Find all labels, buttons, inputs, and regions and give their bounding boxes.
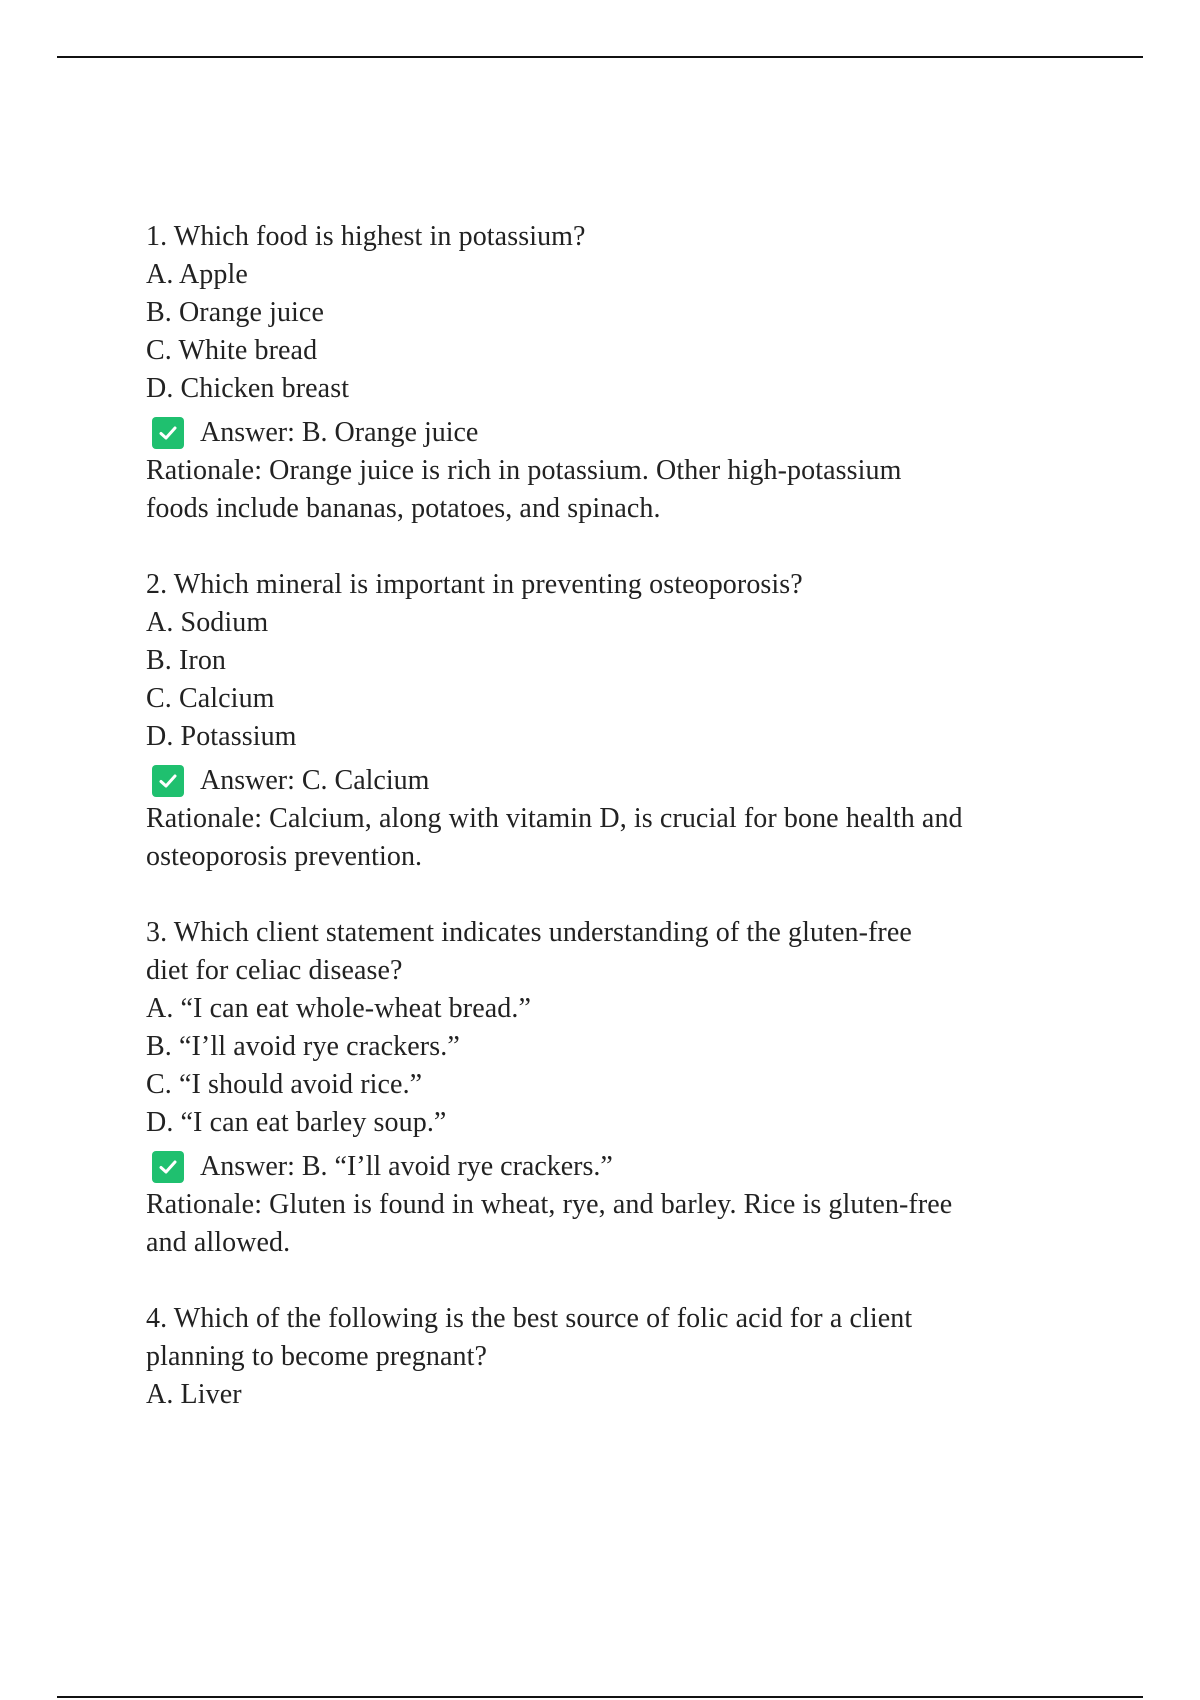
option-a: A. Apple xyxy=(146,259,248,290)
option-a: A. “I can eat whole-wheat bread.” xyxy=(146,993,531,1024)
question-4 xyxy=(146,1300,1106,1414)
answer-row xyxy=(146,1148,1106,1186)
answer-text: Answer: B. “I’ll avoid rye crackers.” xyxy=(200,1151,613,1182)
option-c: C. “I should avoid rice.” xyxy=(146,1069,423,1100)
option-c: C. Calcium xyxy=(146,683,275,714)
top-rule xyxy=(57,56,1143,58)
check-mark-icon xyxy=(152,417,184,449)
bottom-rule xyxy=(57,1696,1143,1698)
question-text-line-2: diet for celiac disease? xyxy=(146,955,403,986)
question-text: 1. Which food is highest in potassium? xyxy=(146,221,586,252)
question-2 xyxy=(146,566,1106,876)
answer-row xyxy=(146,762,1106,800)
option-a: A. Sodium xyxy=(146,607,269,638)
answer-text: Answer: C. Calcium xyxy=(200,765,430,796)
rationale-line-1: Rationale: Orange juice is rich in potassium. Other high-potassium xyxy=(146,455,902,486)
option-d: D. Chicken breast xyxy=(146,373,350,404)
option-b: B. “I’ll avoid rye crackers.” xyxy=(146,1031,460,1062)
check-mark-icon xyxy=(152,1151,184,1183)
option-c: C. White bread xyxy=(146,335,318,366)
document-body xyxy=(146,218,1106,1452)
option-a: A. Liver xyxy=(146,1379,242,1410)
question-1 xyxy=(146,218,1106,528)
rationale-line-1: Rationale: Gluten is found in wheat, rye, and barley. Rice is gluten-free xyxy=(146,1189,953,1220)
rationale-line-2: osteoporosis prevention. xyxy=(146,841,423,872)
option-d: D. Potassium xyxy=(146,721,297,752)
rationale-line-2: and allowed. xyxy=(146,1227,291,1258)
question-text-line-2: planning to become pregnant? xyxy=(146,1341,488,1372)
question-3 xyxy=(146,914,1106,1262)
rationale-line-1: Rationale: Calcium, along with vitamin D, is crucial for bone health and xyxy=(146,803,963,834)
answer-row xyxy=(146,414,1106,452)
answer-text: Answer: B. Orange juice xyxy=(200,417,479,448)
rationale-line-2: foods include bananas, potatoes, and spinach. xyxy=(146,493,661,524)
question-text: 2. Which mineral is important in preventing osteoporosis? xyxy=(146,569,803,600)
option-d: D. “I can eat barley soup.” xyxy=(146,1107,447,1138)
check-mark-icon xyxy=(152,765,184,797)
option-b: B. Iron xyxy=(146,645,227,676)
option-b: B. Orange juice xyxy=(146,297,324,328)
question-text-line-1: 4. Which of the following is the best source of folic acid for a client xyxy=(146,1303,913,1334)
question-text-line-1: 3. Which client statement indicates understanding of the gluten-free xyxy=(146,917,912,948)
